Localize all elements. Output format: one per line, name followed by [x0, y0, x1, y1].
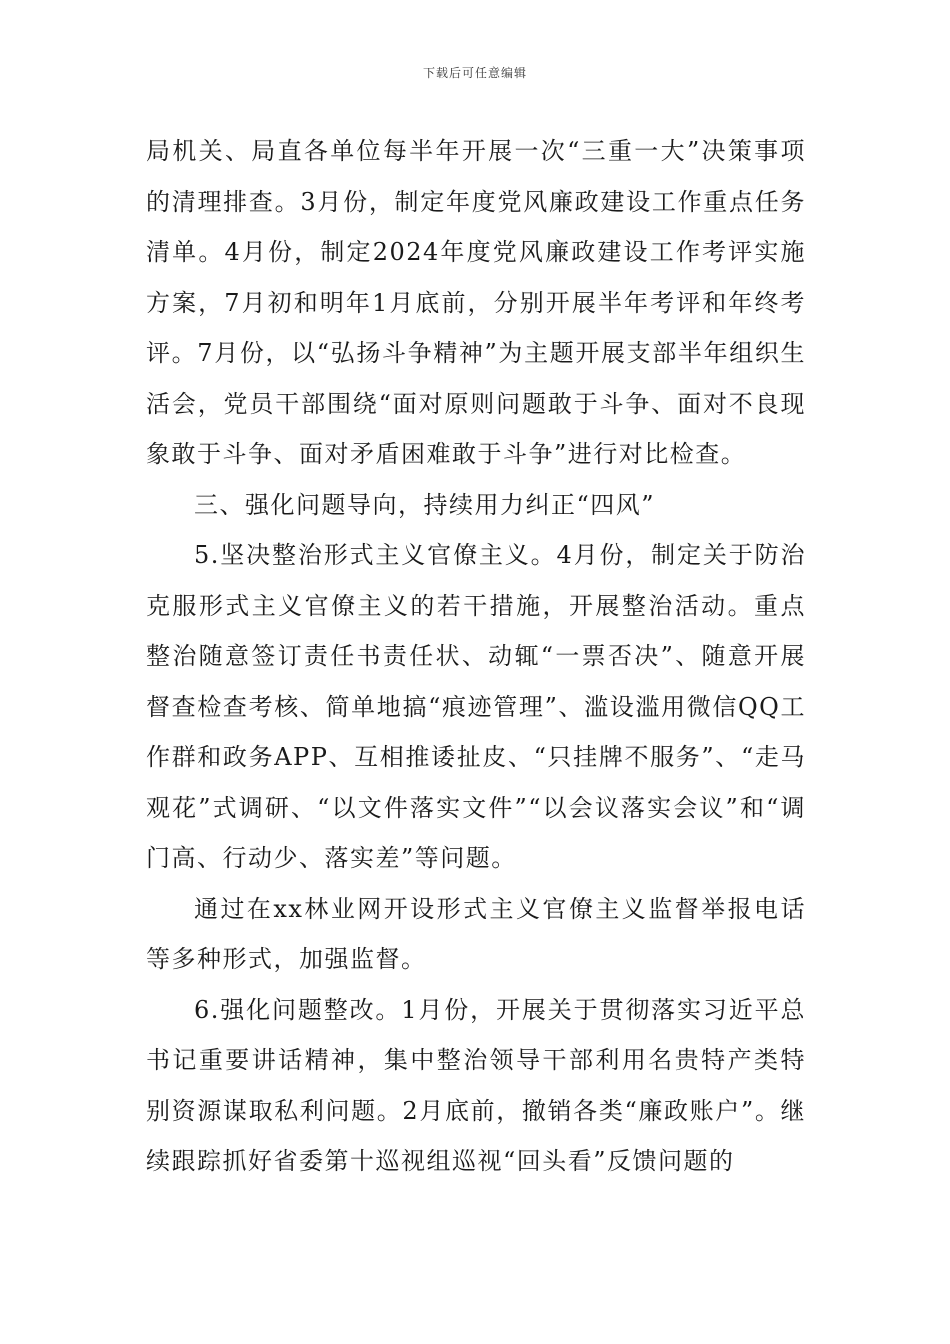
- section-heading: 三、强化问题导向，持续用力纠正“四风”: [194, 490, 656, 519]
- paragraph-supervision: 通过在xx林业网开设形式主义官僚主义监督举报电话等多种形式，加强监督。: [146, 894, 806, 973]
- paragraph-continuation: 局机关、局直各单位每半年开展一次“三重一大”决策事项的清理排查。3月份，制定年度党风廉政建设工作重点任务清单。4月份，制定2024年度党风廉政建设工作考评实施方案，7月初和明年1月底前，分别开展半年考评和年终考评。7月份，以“弘扬斗争精神”为主题开展支部半年组织生活会，党员干部围绕“面对原则问题敢于斗争、面对不良现象敢于斗争、面对矛盾困难敢于斗争”进行对比检查。: [146, 137, 806, 468]
- page-header: 下载后可任意编辑: [422, 66, 527, 80]
- paragraph-item-5: 5.坚决整治形式主义官僚主义。4月份，制定关于防治克服形式主义官僚主义的若干措施，开展整治活动。重点整治随意签订责任书责任状、动辄“一票否决”、随意开展督查检查考核、简单地搞“痕迹管理”、滥设滥用微信QQ工作群和政务APP、互相推诿扯皮、“只挂牌不服务”、“走马观花”式调研、“以文件落实文件”“以会议落实会议”和“调门高、行动少、落实差”等问题。: [146, 541, 806, 872]
- document-body: [146, 126, 806, 1187]
- paragraph-item-6: 6.强化问题整改。1月份，开展关于贯彻落实习近平总书记重要讲话精神，集中整治领导干部利用名贵特产类特别资源谋取私利问题。2月底前，撤销各类“廉政账户”。继续跟踪抓好省委第十巡视组巡视“回头看”反馈问题的: [146, 995, 806, 1175]
